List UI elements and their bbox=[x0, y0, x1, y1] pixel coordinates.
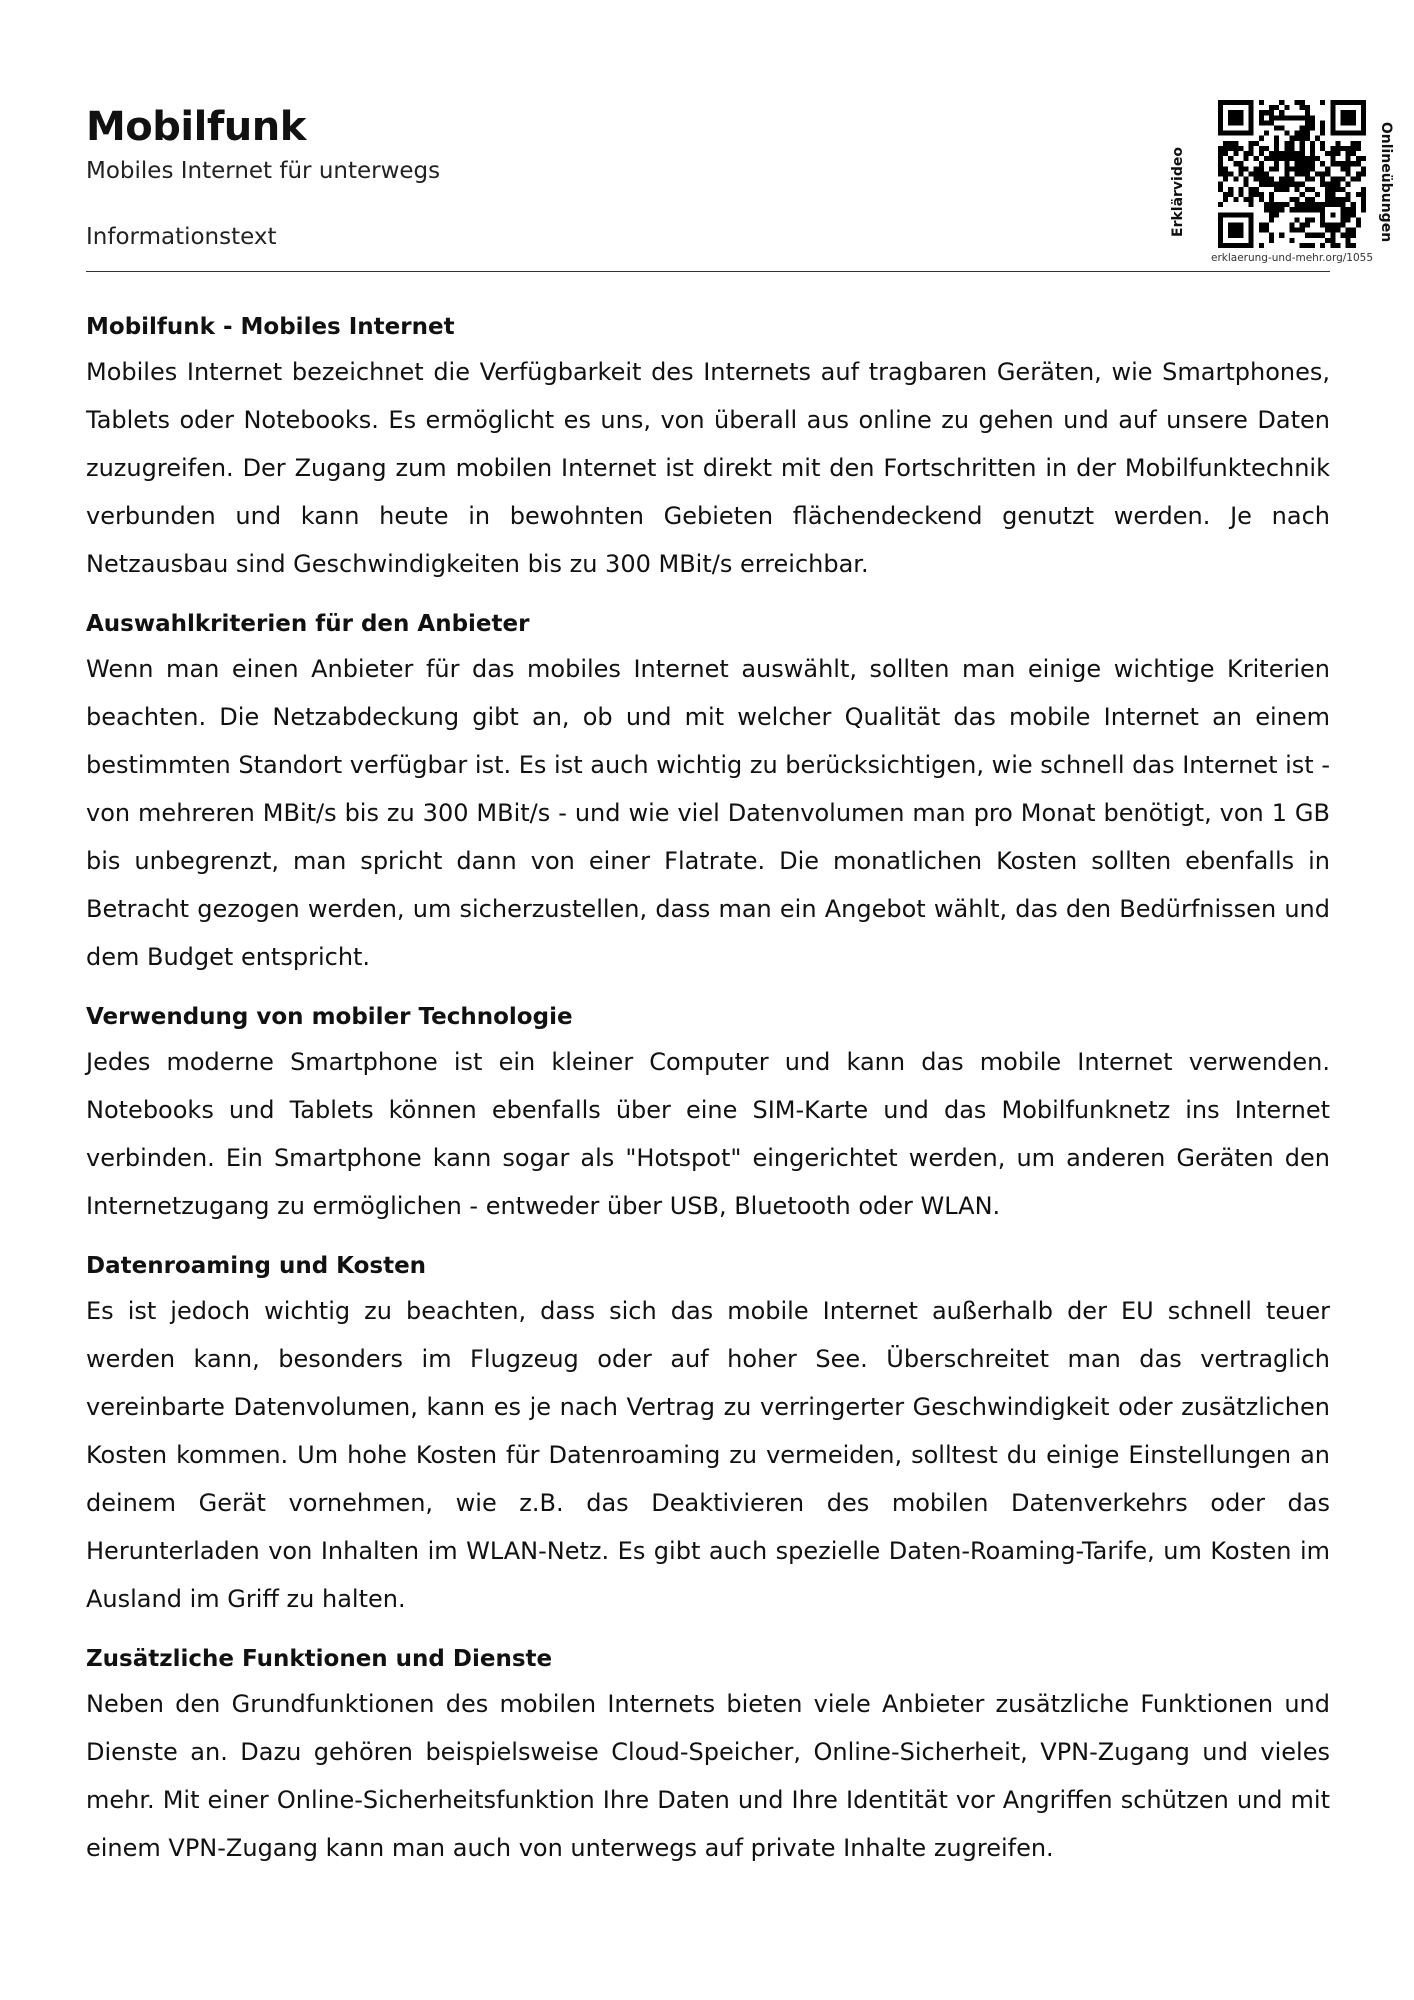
page-subtitle: Mobiles Internet für unterwegs bbox=[86, 158, 441, 184]
section-heading: Datenroaming und Kosten bbox=[86, 1253, 427, 1279]
section-body: Mobiles Internet bezeichnet die Verfügbarkeit des Internets auf tragbaren Geräten, wie Smartphones, Tablets oder Notebooks. Es ermöglicht es uns, von überall aus online zu gehen und auf unsere Daten zuzugreifen. Der Zugang zum mobilen Internet ist direkt mit den Fortschritten in der Mobilfunktechnik verbunden und kann heute in bewohnten Gebieten flächendeckend genutzt werden. Je nach Netzausbau sind Geschwindigkeiten bis zu 300 MBit/s erreichbar. bbox=[86, 358, 1330, 578]
explainer-video-label: Erklärvideo bbox=[1170, 147, 1186, 237]
section-body: Wenn man einen Anbieter für das mobiles Internet auswählt, sollten man einige wichtige Kriterien beachten. Die Netzabdeckung gibt an, ob und mit welcher Qualität das mobile Internet an einem bestimmten Standort verfügbar ist. Es ist auch wichtig zu berücksichtigen, wie schnell das Internet ist - von mehreren MBit/s bis zu 300 MBit/s - und wie viel Datenvolumen man pro Monat benötigt, von 1 GB bis unbegrenzt, man spricht dann von einer Flatrate. Die monatlichen Kosten sollten ebenfalls in Betracht gezogen werden, um sicherzustellen, dass man ein Angebot wählt, das den Bedürfnissen und dem Budget entspricht. bbox=[86, 655, 1331, 971]
section-body: Neben den Grundfunktionen des mobilen Internets bieten viele Anbieter zusätzliche Funktionen und Dienste an. Dazu gehören beispielsweise Cloud-Speicher, Online-Sicherheit, VPN-Zugang und vieles mehr. Mit einer Online-Sicherheitsfunktion Ihre Daten und Ihre Identität vor Angriffen schützen und mit einem VPN-Zugang kann man auch von unterwegs auf private Inhalte zugreifen. bbox=[86, 1690, 1330, 1862]
page-title: Mobilfunk bbox=[86, 104, 306, 150]
section-mobile-technology bbox=[86, 998, 1330, 1230]
section-body: Jedes moderne Smartphone ist ein kleiner Computer und kann das mobile Internet verwenden. Notebooks und Tablets können ebenfalls über eine SIM-Karte und das Mobilfunknetz ins Internet verbinden. Ein Smartphone kann sogar als "Hotspot" eingerichtet werden, um anderen Geräten den Internetzugang zu ermöglichen - entweder über USB, Bluetooth oder WLAN. bbox=[86, 1048, 1330, 1220]
header-divider bbox=[86, 271, 1330, 272]
page-header bbox=[86, 100, 1394, 272]
main-content bbox=[86, 308, 1330, 1889]
section-body: Es ist jedoch wichtig zu beachten, dass sich das mobile Internet außerhalb der EU schnell teuer werden kann, besonders im Flugzeug oder auf hoher See. Überschreitet man das vertraglich vereinbarte Datenvolumen, kann es je nach Vertrag zu verringerter Geschwindigkeit oder zusätzlichen Kosten kommen. Um hohe Kosten für Datenroaming zu vermeiden, solltest du einige Einstellungen an deinem Gerät vornehmen, wie z.B. das Deaktivieren des mobilen Datenverkehrs oder das Herunterladen von Inhalten im WLAN-Netz. Es gibt auch spezielle Daten-Roaming-Tarife, um Kosten im Ausland im Griff zu halten. bbox=[86, 1297, 1330, 1613]
section-heading: Verwendung von mobiler Technologie bbox=[86, 1004, 573, 1030]
qr-url[interactable]: erklaerung-und-mehr.org/1055 bbox=[1210, 252, 1374, 264]
section-additional-services bbox=[86, 1640, 1330, 1872]
section-heading: Mobilfunk - Mobiles Internet bbox=[86, 314, 455, 340]
document-type-label: Informationstext bbox=[86, 224, 277, 250]
section-data-roaming bbox=[86, 1247, 1330, 1623]
section-mobile-internet bbox=[86, 308, 1330, 588]
section-heading: Auswahlkriterien für den Anbieter bbox=[86, 611, 530, 637]
qr-code-block[interactable] bbox=[1166, 100, 1394, 270]
online-exercises-label: Onlineübungen bbox=[1378, 121, 1394, 243]
section-heading: Zusätzliche Funktionen und Dienste bbox=[86, 1646, 553, 1672]
section-provider-criteria bbox=[86, 605, 1330, 981]
qr-code-icon[interactable] bbox=[1218, 100, 1366, 248]
